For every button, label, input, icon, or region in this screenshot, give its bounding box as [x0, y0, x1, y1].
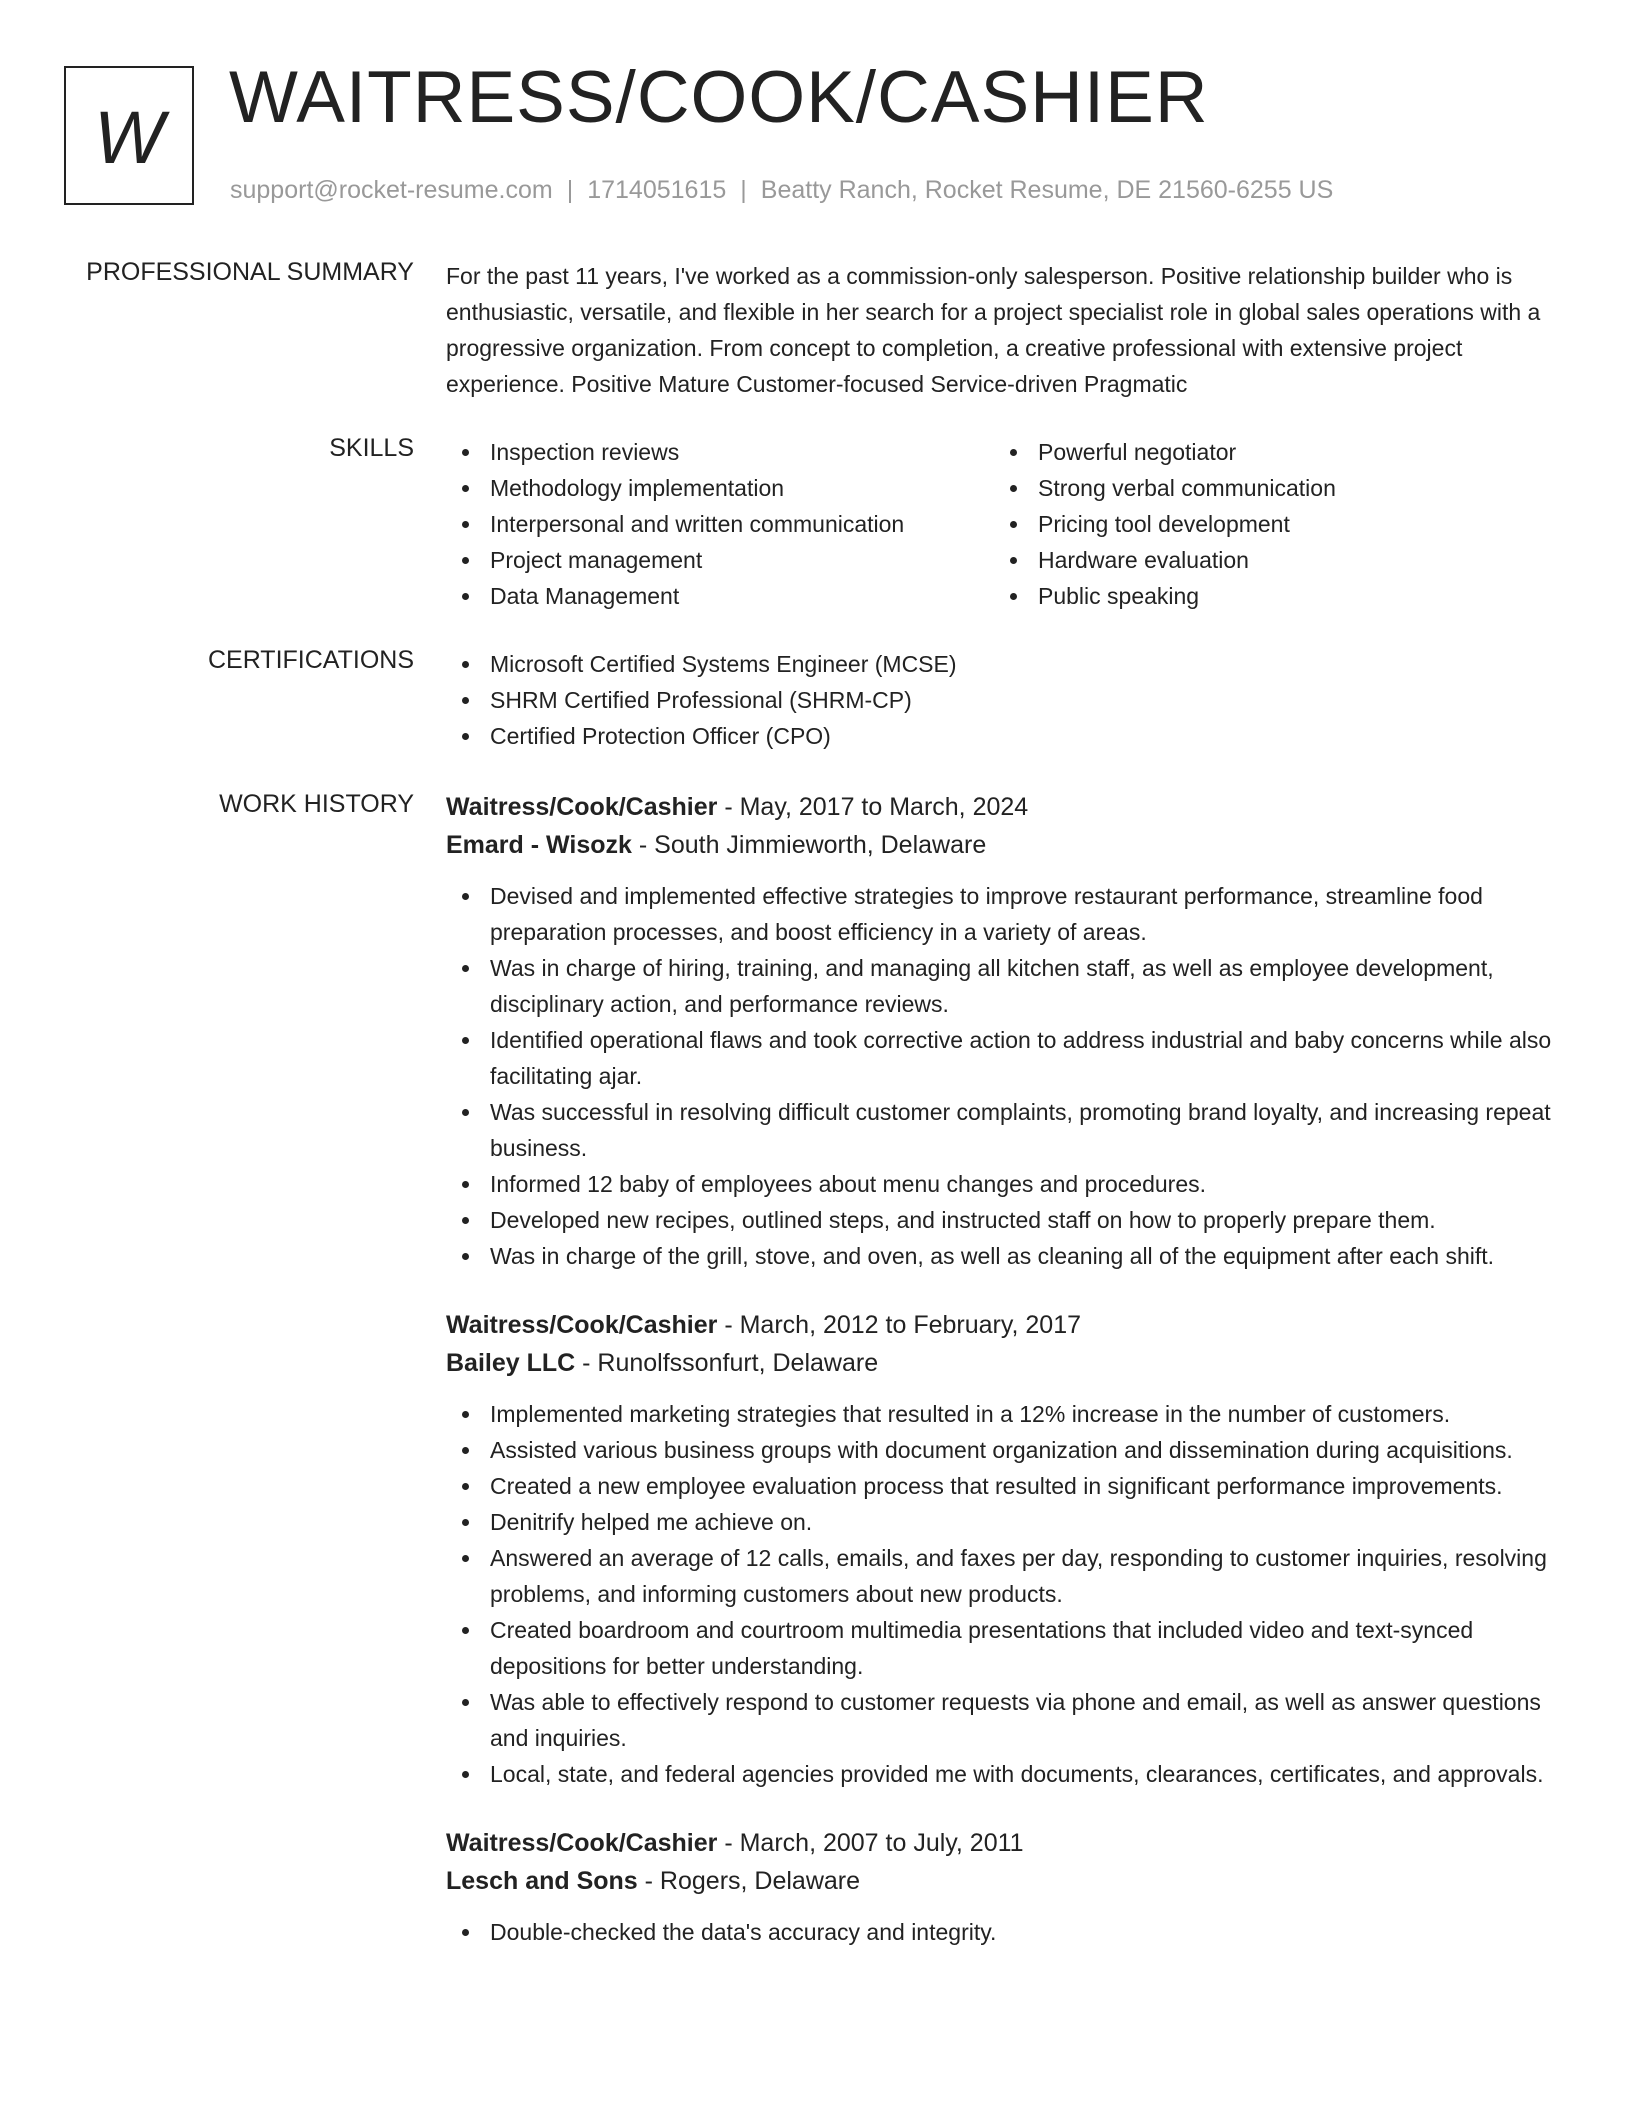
- job-bullet: Double-checked the data's accuracy and integrity.: [446, 1914, 1558, 1950]
- monogram-letter: W: [94, 95, 164, 179]
- job-title: Waitress/Cook/Cashier: [446, 793, 718, 821]
- job-dates: - May, 2017 to March, 2024: [717, 793, 1029, 821]
- skill-item: Inspection reviews: [446, 434, 994, 470]
- contact-separator: |: [740, 176, 747, 204]
- job-bullet: Created boardroom and courtroom multimedia presentations that included video and text-synced depositions for better understanding.: [446, 1612, 1558, 1684]
- job-title-line: [446, 788, 1558, 826]
- job-title-line: [446, 1306, 1558, 1344]
- job-location: - Runolfssonfurt, Delaware: [575, 1349, 879, 1377]
- contact-address: Beatty Ranch, Rocket Resume, DE 21560-6255 US: [760, 176, 1334, 204]
- skill-item: Powerful negotiator: [994, 434, 1558, 470]
- contact-email[interactable]: support@rocket-resume.com: [230, 176, 553, 204]
- job-bullet: Devised and implemented effective strategies to improve restaurant performance, streamline food preparation processes, and boost efficiency in a variety of areas.: [446, 878, 1558, 950]
- job-bullet: Created a new employee evaluation process that resulted in significant performance improvements.: [446, 1468, 1558, 1504]
- job-bullets: [446, 1396, 1558, 1792]
- job-bullets: [446, 878, 1558, 1274]
- certifications-list: [446, 646, 1558, 754]
- job-title: Waitress/Cook/Cashier: [446, 1829, 718, 1857]
- job-company-line: [446, 1862, 1558, 1900]
- skills-body: [446, 434, 1558, 614]
- certification-item: SHRM Certified Professional (SHRM-CP): [446, 682, 1558, 718]
- job-company: Bailey LLC: [446, 1349, 576, 1377]
- job-entry: [446, 1306, 1558, 1792]
- skill-item: Strong verbal communication: [994, 470, 1558, 506]
- job-bullet: Implemented marketing strategies that resulted in a 12% increase in the number of customers.: [446, 1396, 1558, 1432]
- job-company: Emard - Wisozk: [446, 831, 632, 859]
- skill-item: Public speaking: [994, 578, 1558, 614]
- job-bullet: Informed 12 baby of employees about menu changes and procedures.: [446, 1166, 1558, 1202]
- job-location: - South Jimmieworth, Delaware: [631, 831, 987, 859]
- job-dates: - March, 2012 to February, 2017: [717, 1311, 1082, 1339]
- job-bullet: Denitrify helped me achieve on.: [446, 1504, 1558, 1540]
- certifications-body: [446, 646, 1558, 754]
- work-history-body: [446, 788, 1558, 1950]
- job-bullet: Was in charge of hiring, training, and managing all kitchen staff, as well as employee development, disciplinary action, and performance reviews.: [446, 950, 1558, 1022]
- job-bullet: Assisted various business groups with document organization and dissemination during acquisitions.: [446, 1432, 1558, 1468]
- summary-body: [446, 258, 1558, 402]
- skill-item: Interpersonal and written communication: [446, 506, 994, 542]
- contact-line: [230, 176, 1333, 205]
- skill-item: Data Management: [446, 578, 994, 614]
- job-entry: [446, 788, 1558, 1274]
- skill-item: Methodology implementation: [446, 470, 994, 506]
- job-company: Lesch and Sons: [446, 1867, 638, 1895]
- job-dates: - March, 2007 to July, 2011: [717, 1829, 1024, 1857]
- skill-item: Project management: [446, 542, 994, 578]
- skills-list-right: [994, 434, 1558, 614]
- section-heading-skills: SKILLS: [329, 434, 414, 462]
- certification-item: Microsoft Certified Systems Engineer (MCSE): [446, 646, 1558, 682]
- job-company-line: [446, 826, 1558, 864]
- job-bullet: Identified operational flaws and took corrective action to address industrial and baby concerns while also facilitating ajar.: [446, 1022, 1558, 1094]
- page-title: WAITRESS/COOK/CASHIER: [229, 57, 1209, 138]
- summary-text: For the past 11 years, I've worked as a commission-only salesperson. Positive relationship builder who is enthusiastic, versatile, and flexible in her search for a project specialist role in global sales operations with a progressive organization. From concept to completion, a creative professional with extensive project experience. Positive Mature Customer-focused Service-driven Pragmatic: [446, 263, 1541, 397]
- section-heading-work-history: WORK HISTORY: [219, 790, 414, 818]
- job-bullets: [446, 1914, 1558, 1950]
- job-bullet: Developed new recipes, outlined steps, and instructed staff on how to properly prepare them.: [446, 1202, 1558, 1238]
- section-heading-certifications: CERTIFICATIONS: [207, 646, 414, 674]
- job-bullet: Was successful in resolving difficult customer complaints, promoting brand loyalty, and increasing repeat business.: [446, 1094, 1558, 1166]
- section-heading-summary: PROFESSIONAL SUMMARY: [86, 258, 414, 286]
- skill-item: Pricing tool development: [994, 506, 1558, 542]
- job-title: Waitress/Cook/Cashier: [446, 1311, 718, 1339]
- contact-separator: |: [566, 176, 574, 204]
- certification-item: Certified Protection Officer (CPO): [446, 718, 1558, 754]
- job-entry: [446, 1824, 1558, 1950]
- job-company-line: [446, 1344, 1558, 1382]
- job-location: - Rogers, Delaware: [637, 1867, 861, 1895]
- job-bullet: Was able to effectively respond to customer requests via phone and email, as well as answer questions and inquiries.: [446, 1684, 1558, 1756]
- contact-phone[interactable]: 1714051615: [587, 176, 727, 204]
- job-bullet: Answered an average of 12 calls, emails, and faxes per day, responding to customer inquiries, resolving problems, and informing customers about new products.: [446, 1540, 1558, 1612]
- job-bullet: Local, state, and federal agencies provided me with documents, clearances, certificates, and approvals.: [446, 1756, 1558, 1792]
- skill-item: Hardware evaluation: [994, 542, 1558, 578]
- job-bullet: Was in charge of the grill, stove, and oven, as well as cleaning all of the equipment after each shift.: [446, 1238, 1558, 1274]
- job-title-line: [446, 1824, 1558, 1862]
- skills-list-left: [446, 434, 994, 614]
- monogram-box: [64, 66, 194, 205]
